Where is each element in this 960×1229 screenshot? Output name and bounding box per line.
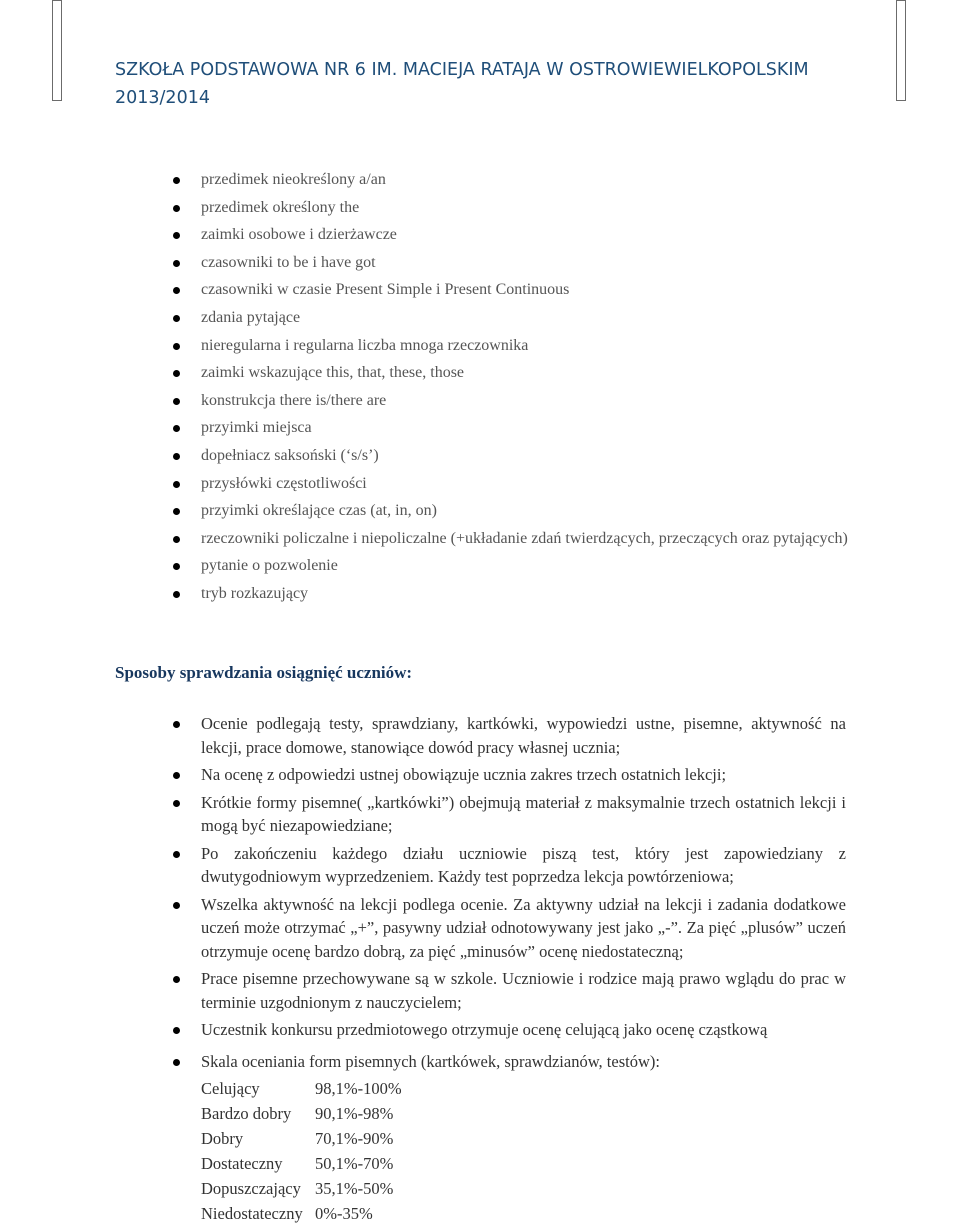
bullet-icon [173, 398, 180, 405]
bullet-icon [173, 481, 180, 488]
bullet-icon [173, 772, 180, 779]
page-border-right [896, 0, 906, 101]
grade-name: Celujący [201, 1079, 260, 1098]
list-item: zdania pytające [173, 304, 853, 332]
grading-scale-item [173, 1050, 846, 1227]
grade-range: 70,1%-90% [315, 1129, 394, 1148]
bullet-icon [173, 425, 180, 432]
grade-range: 98,1%-100% [315, 1079, 402, 1098]
list-item: konstrukcja there is/there are [173, 387, 853, 415]
grade-range: 35,1%-50% [315, 1179, 394, 1198]
bullet-icon [173, 287, 180, 294]
bullet-icon [173, 260, 180, 267]
list-item: przyimki miejsca [173, 414, 853, 442]
list-item: przyimki określające czas (at, in, on) [173, 497, 853, 525]
bullet-icon [173, 591, 180, 598]
bullet-icon [173, 563, 180, 570]
table-row [201, 1176, 402, 1201]
assessment-rules-list [173, 712, 846, 1226]
list-item: przysłówki częstotliwości [173, 470, 853, 498]
bullet-icon [173, 1027, 180, 1034]
grade-name: Dopuszczający [201, 1179, 301, 1198]
list-item: tryb rozkazujący [173, 580, 853, 608]
grade-name: Dostateczny [201, 1154, 283, 1173]
bullet-icon [173, 721, 180, 728]
section-title: Sposoby sprawdzania osiągnięć uczniów: [115, 663, 413, 682]
list-item: Krótkie formy pisemne( „kartkówki”) obejmują materiał z maksymalnie trzech ostatnich lekcji i mogą być niezapowiedziane; [173, 791, 846, 838]
bullet-icon [173, 315, 180, 322]
topics-list [173, 166, 853, 608]
page-border-left [52, 0, 62, 101]
school-name: SZKOŁA PODSTAWOWA NR 6 IM. MACIEJA RATAJA W OSTROWIEWIELKOPOLSKIM [115, 60, 809, 80]
grade-name: Dobry [201, 1129, 244, 1148]
bullet-icon [173, 343, 180, 350]
table-row [201, 1076, 402, 1101]
list-item: nieregularna i regularna liczba mnoga rzeczownika [173, 332, 853, 360]
table-row [201, 1101, 402, 1126]
grading-scale-intro: Skala oceniania form pisemnych (kartkówek, sprawdzianów, testów): [201, 1051, 660, 1071]
list-item: Po zakończeniu każdego działu uczniowie piszą test, który jest zapowiedziany z dwutygodniowym wyprzedzeniem. Każdy test poprzedza lekcja powtórzeniowa; [173, 842, 846, 889]
grade-range: 0%-35% [315, 1204, 373, 1223]
page-header [115, 56, 809, 112]
list-item: pytanie o pozwolenie [173, 552, 853, 580]
table-row [201, 1201, 402, 1226]
list-item: czasowniki w czasie Present Simple i Present Continuous [173, 276, 853, 304]
bullet-icon [173, 370, 180, 377]
bullet-icon [173, 851, 180, 858]
list-item: rzeczowniki policzalne i niepoliczalne (+układanie zdań twierdzących, przeczących oraz pytających) [173, 525, 853, 553]
grade-name: Bardzo dobry [201, 1104, 292, 1123]
list-item: czasowniki to be i have got [173, 249, 853, 277]
table-row [201, 1151, 402, 1176]
list-item: Wszelka aktywność na lekcji podlega ocenie. Za aktywny udział na lekcji i zadania dodatkowe uczeń może otrzymać „+”, pasywny udział odnotowywany jest jako „-”. Za pięć „plusów” uczeń otrzymuje ocenę bardzo dobrą, za pięć „minusów” ocenę niedostateczną; [173, 893, 846, 964]
grading-scale-table [201, 1076, 402, 1226]
bullet-icon [173, 232, 180, 239]
bullet-icon [173, 902, 180, 909]
list-item: dopełniacz saksoński (‘s/s’) [173, 442, 853, 470]
bullet-icon [173, 1059, 180, 1066]
bullet-icon [173, 508, 180, 515]
school-year: 2013/2014 [115, 88, 210, 108]
list-item: Uczestnik konkursu przedmiotowego otrzymuje ocenę celującą jako ocenę cząstkową [173, 1018, 846, 1042]
list-item: Ocenie podlegają testy, sprawdziany, kartkówki, wypowiedzi ustne, pisemne, aktywność na lekcji, prace domowe, stanowiące dowód pracy własnej ucznia; [173, 712, 846, 759]
bullet-icon [173, 177, 180, 184]
bullet-icon [173, 453, 180, 460]
list-item: przedimek określony the [173, 194, 853, 222]
bullet-icon [173, 205, 180, 212]
grade-range: 90,1%-98% [315, 1104, 394, 1123]
bullet-icon [173, 536, 180, 543]
list-item: zaimki wskazujące this, that, these, those [173, 359, 853, 387]
grade-name: Niedostateczny [201, 1204, 303, 1223]
table-row [201, 1126, 402, 1151]
list-item: przedimek nieokreślony a/an [173, 166, 853, 194]
bullet-icon [173, 976, 180, 983]
list-item: zaimki osobowe i dzierżawcze [173, 221, 853, 249]
list-item: Prace pisemne przechowywane są w szkole. Uczniowie i rodzice mają prawo wglądu do prac w terminie uzgodnionym z nauczycielem; [173, 967, 846, 1014]
bullet-icon [173, 800, 180, 807]
list-item: Na ocenę z odpowiedzi ustnej obowiązuje ucznia zakres trzech ostatnich lekcji; [173, 763, 846, 787]
grade-range: 50,1%-70% [315, 1154, 394, 1173]
